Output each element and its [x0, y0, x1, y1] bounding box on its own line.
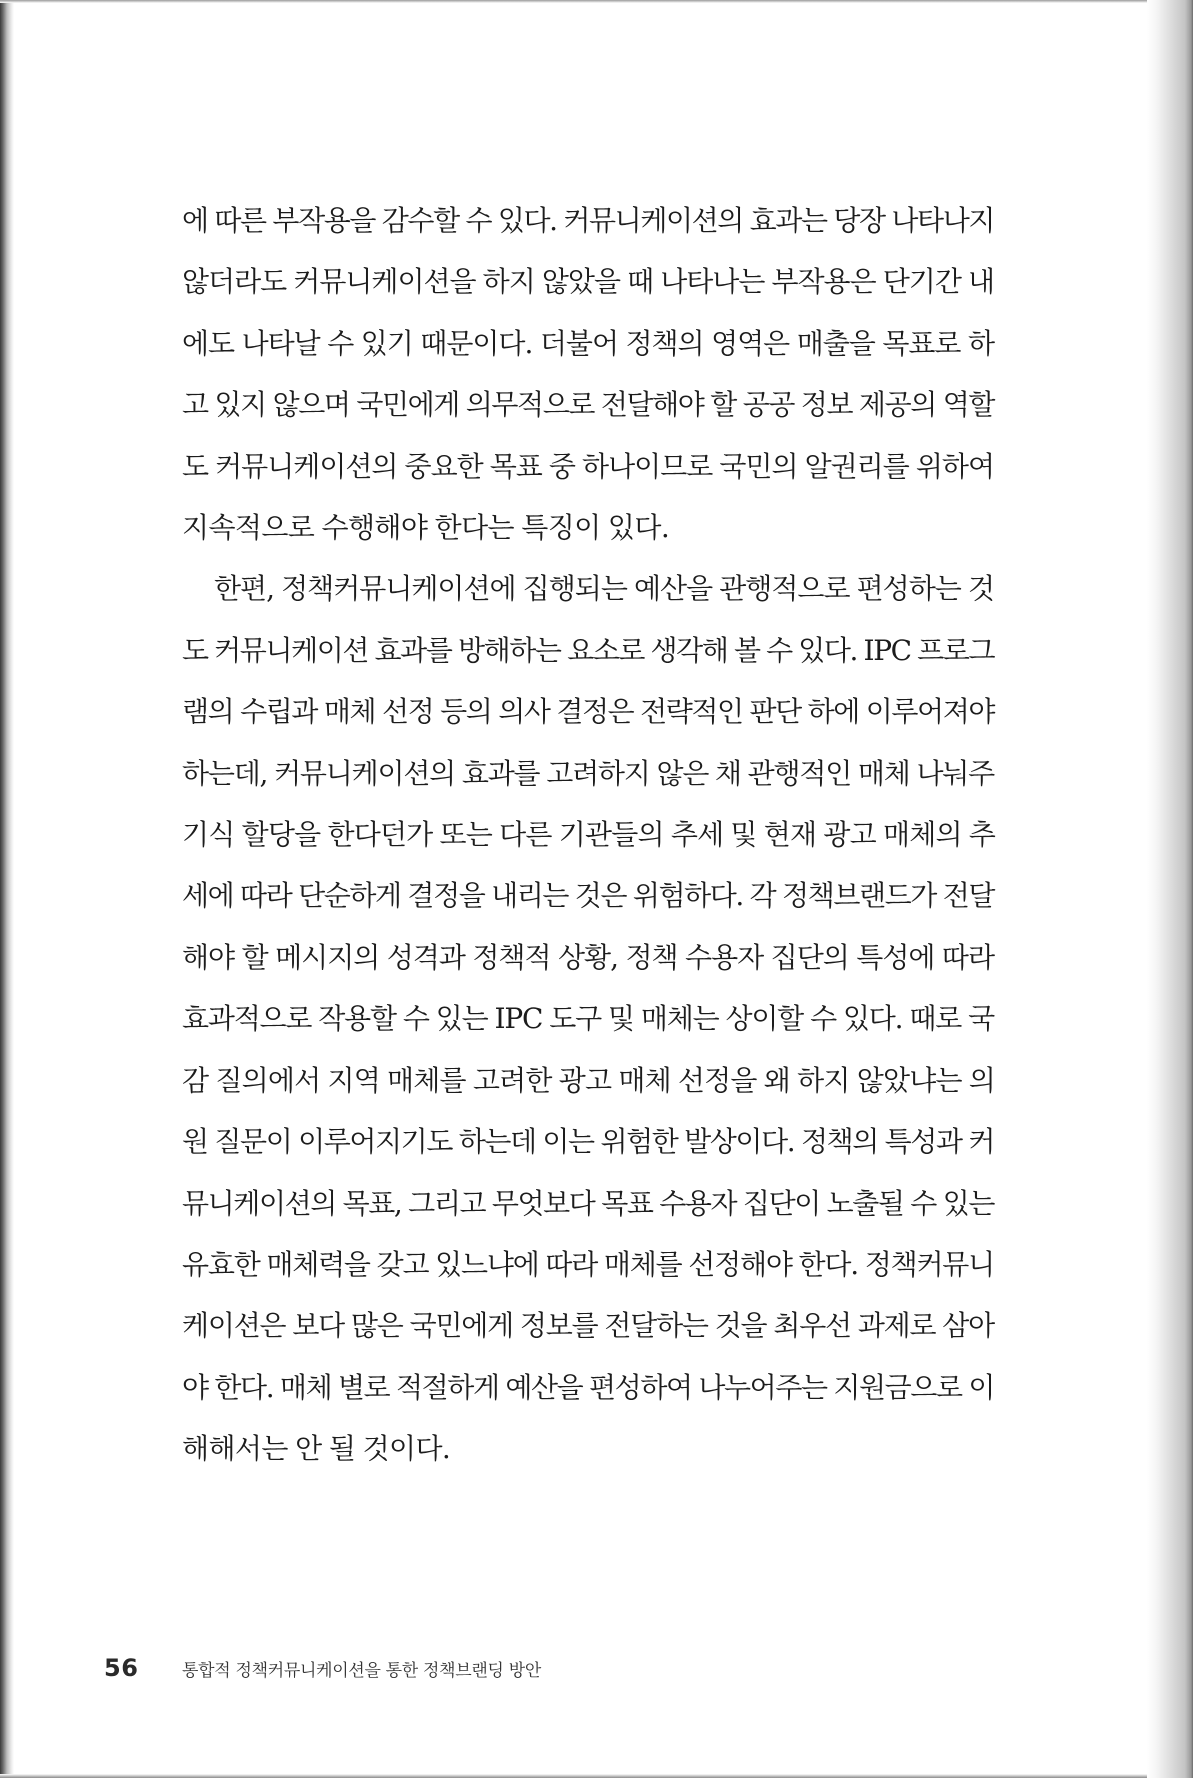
- text-line: 해야 할 메시지의 성격과 정책적 상황, 정책 수용자 집단의 특성에 따라: [182, 940, 994, 974]
- text-line: 도 커뮤니케이션 효과를 방해하는 요소로 생각해 볼 수 있다. IPC 프로그: [182, 633, 995, 667]
- page-spine-edge: [0, 0, 14, 1778]
- text-line: 유효한 매체력을 갖고 있느냐에 따라 매체를 선정해야 한다. 정책커뮤니: [182, 1247, 994, 1281]
- page-footer: [104, 1652, 541, 1684]
- text-line: 원 질문이 이루어지기도 하는데 이는 위험한 발상이다. 정책의 특성과 커: [182, 1125, 994, 1159]
- page-right-shadow: [1147, 0, 1193, 1778]
- body-text: [182, 190, 994, 1480]
- text-line: 기식 할당을 한다던가 또는 다른 기관들의 추세 및 현재 광고 매체의 추: [182, 818, 996, 852]
- page-bottom-edge: [0, 1774, 1193, 1778]
- text-line: 도 커뮤니케이션의 중요한 목표 중 하나이므로 국민의 알권리를 위하여: [182, 449, 994, 483]
- running-title: 통합적 정책커뮤니케이션을 통한 정책브랜딩 방안: [182, 1660, 541, 1681]
- text-line: 하는데, 커뮤니케이션의 효과를 고려하지 않은 채 관행적인 매체 나눠주: [182, 756, 994, 790]
- paragraph: [182, 190, 994, 558]
- text-line: 에 따른 부작용을 감수할 수 있다. 커뮤니케이션의 효과는 당장 나타나지: [182, 204, 994, 237]
- paragraph: [182, 558, 994, 1479]
- text-line: 효과적으로 작용할 수 있는 IPC 도구 및 매체는 상이할 수 있다. 때로 국: [182, 1002, 994, 1036]
- text-line: 고 있지 않으며 국민에게 의무적으로 전달해야 할 공공 정보 제공의 역할: [182, 388, 994, 422]
- text-line: 지속적으로 수행해야 한다는 특징이 있다.: [182, 511, 670, 545]
- text-line: 케이션은 보다 많은 국민에게 정보를 전달하는 것을 최우선 과제로 삼아: [182, 1309, 994, 1343]
- text-line: 감 질의에서 지역 매체를 고려한 광고 매체 선정을 왜 하지 않았냐는 의: [182, 1063, 996, 1097]
- text-line: 에도 나타날 수 있기 때문이다. 더불어 정책의 영역은 매출을 목표로 하: [182, 326, 994, 360]
- text-line: 않더라도 커뮤니케이션을 하지 않았을 때 나타나는 부작용은 단기간 내: [182, 265, 994, 299]
- text-line: 뮤니케이션의 목표, 그리고 무엇보다 목표 수용자 집단이 노출될 수 있는: [182, 1186, 994, 1220]
- text-line: 해해서는 안 될 것이다.: [182, 1432, 451, 1466]
- text-line: 야 한다. 매체 별로 적절하게 예산을 편성하여 나누어주는 지원금으로 이: [182, 1370, 994, 1404]
- page-number: 56: [104, 1654, 139, 1682]
- text-line: 세에 따라 단순하게 결정을 내리는 것은 위험하다. 각 정책브랜드가 전달: [182, 879, 994, 913]
- page-top-edge: [0, 0, 1193, 3]
- text-line: 램의 수립과 매체 선정 등의 의사 결정은 전략적인 판단 하에 이루어져야: [182, 695, 994, 729]
- text-line: 한편, 정책커뮤니케이션에 집행되는 예산을 관행적으로 편성하는 것: [214, 572, 994, 606]
